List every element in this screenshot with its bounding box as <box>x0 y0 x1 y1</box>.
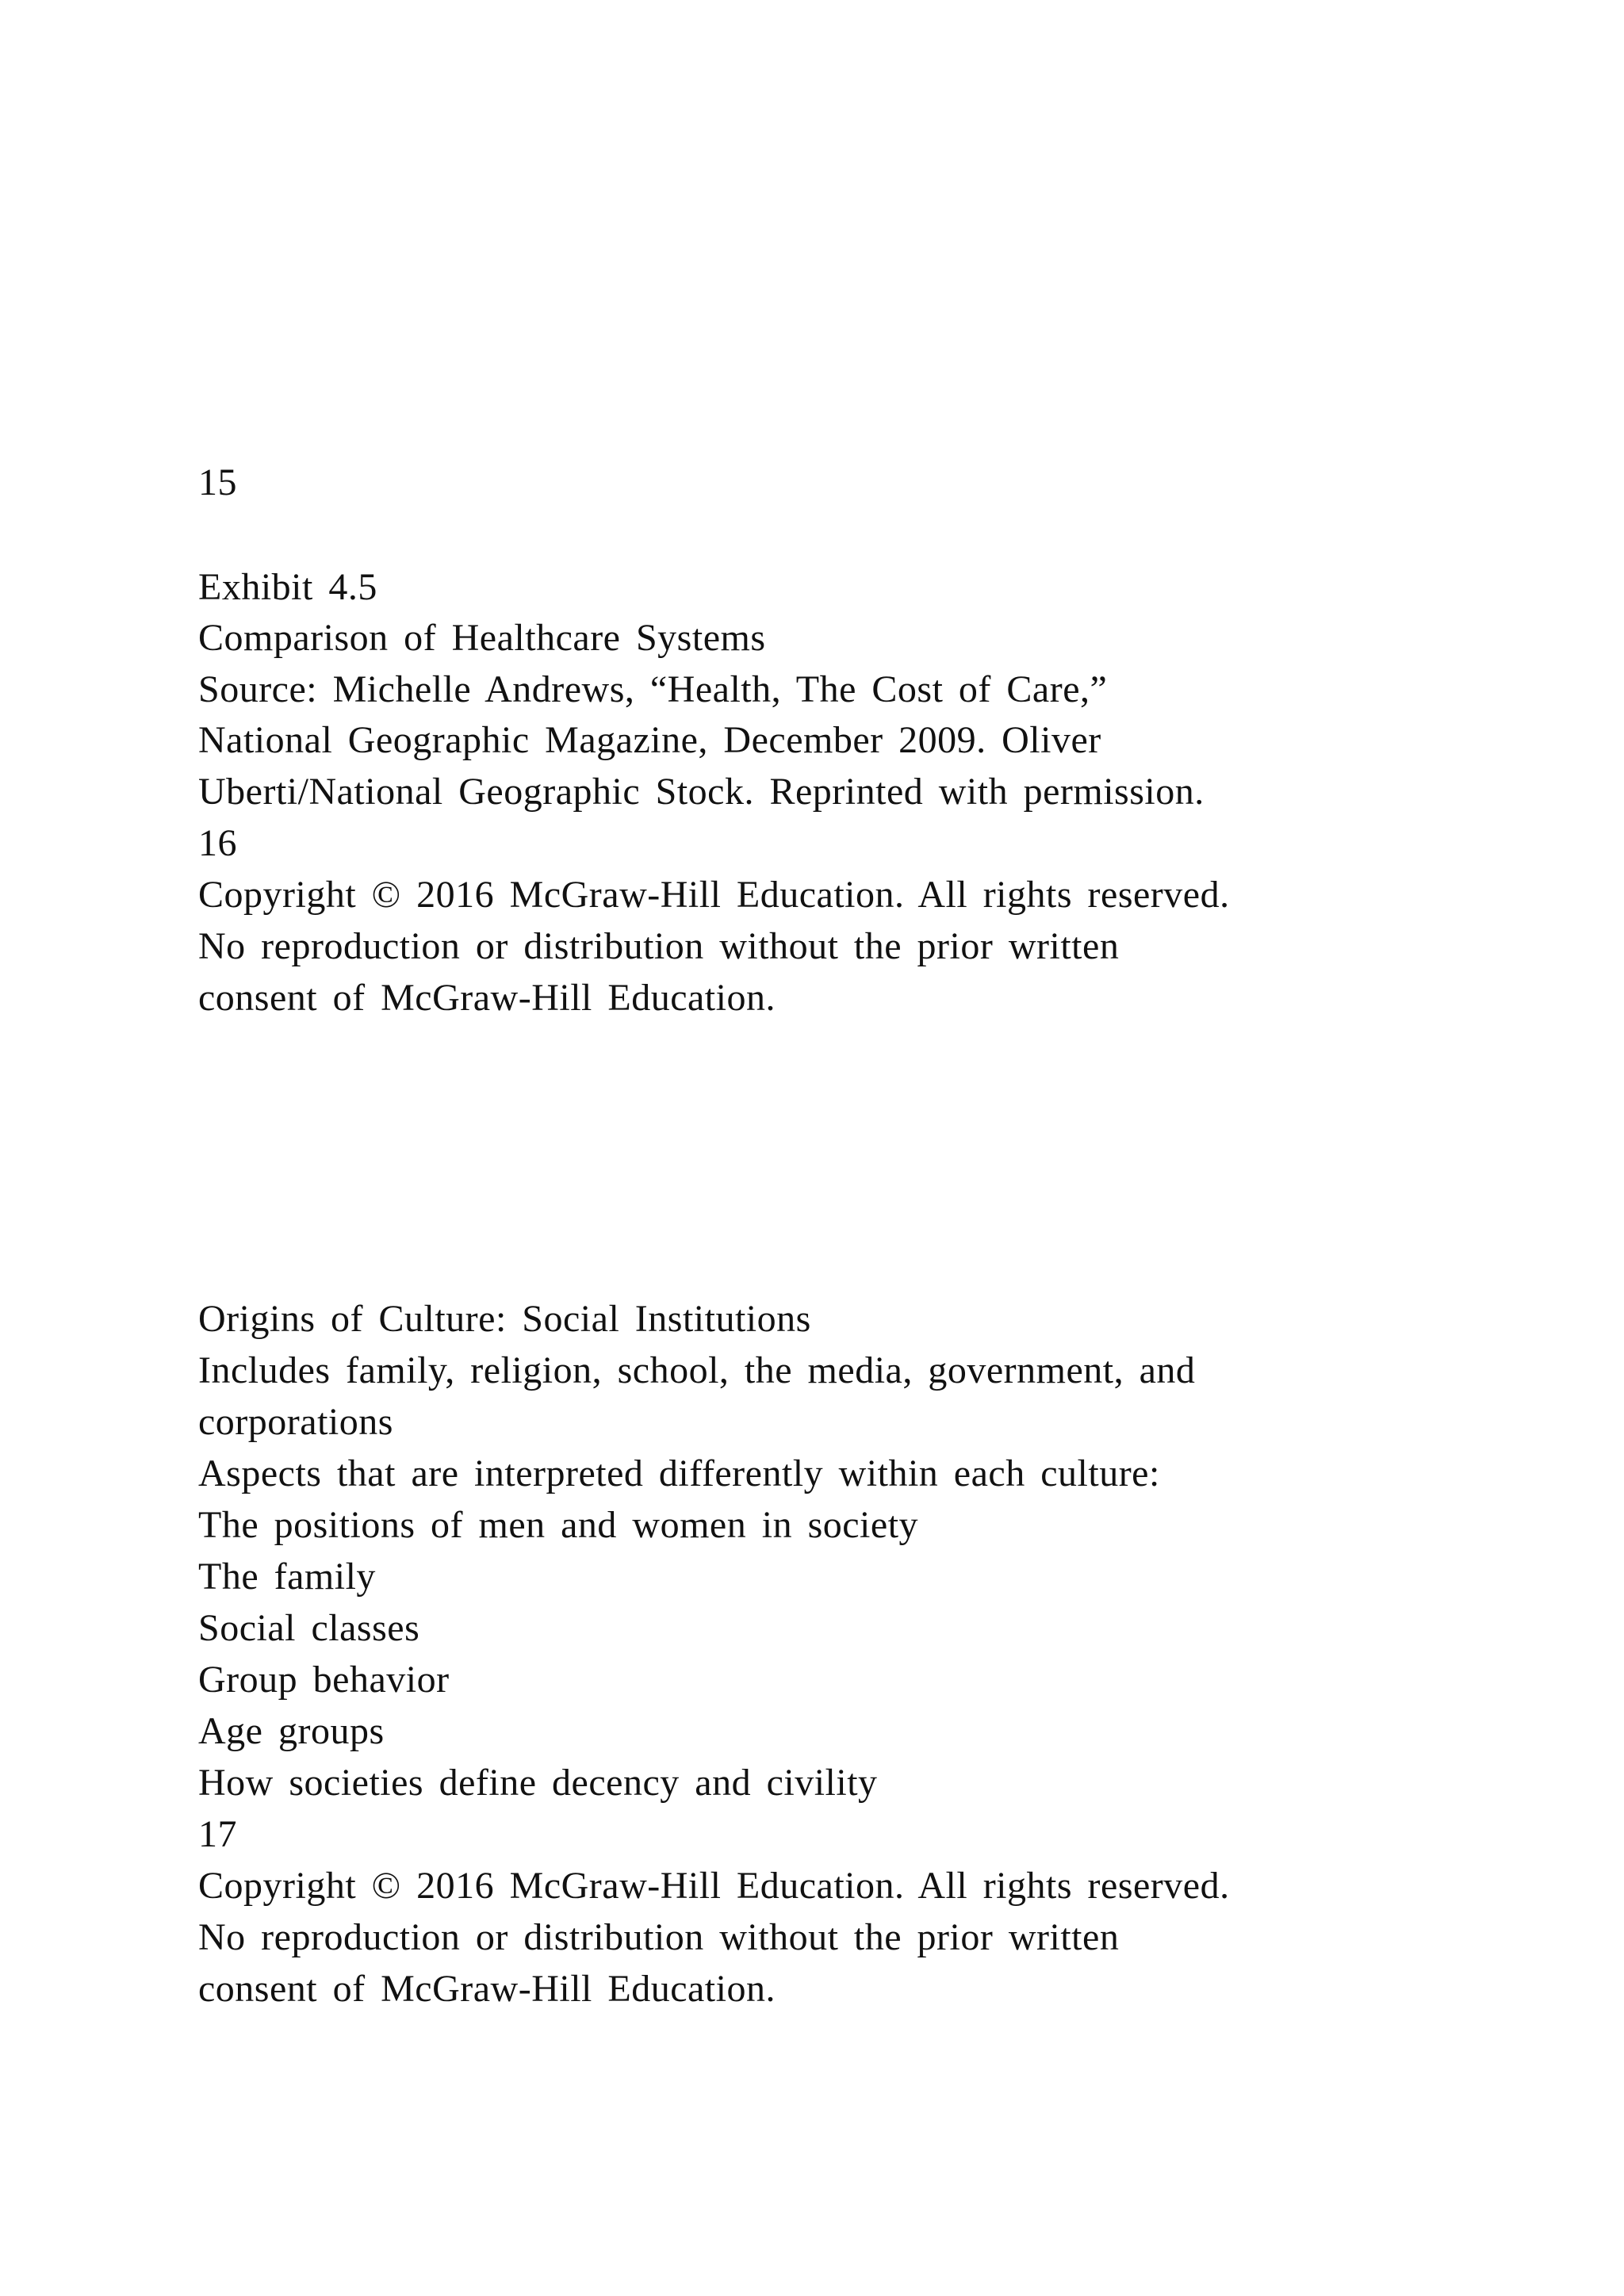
source-line-1: Source: Michelle Andrews, “Health, The Cost of Care,” <box>198 668 1108 710</box>
body-line: Includes family, religion, school, the media, government, and <box>198 1349 1196 1391</box>
list-item: The family <box>198 1556 376 1598</box>
page-number: 15 <box>198 461 237 503</box>
list-item: The positions of men and women in society <box>198 1504 919 1546</box>
list-item: Group behavior <box>198 1659 450 1701</box>
page-number: 17 <box>198 1813 237 1855</box>
body-line: Aspects that are interpreted differently within each culture: <box>198 1452 1160 1494</box>
source-line-3: Uberti/National Geographic Stock. Reprinted with permission. <box>198 771 1205 813</box>
copyright-line-3: consent of McGraw-Hill Education. <box>198 1968 776 2010</box>
list-item: How societies define decency and civility <box>198 1762 878 1804</box>
copyright-line-1: Copyright © 2016 McGraw-Hill Education. All rights reserved. <box>198 1865 1230 1907</box>
exhibit-title: Comparison of Healthcare Systems <box>198 617 766 659</box>
exhibit-label: Exhibit 4.5 <box>198 566 377 608</box>
copyright-line-2: No reproduction or distribution without the prior written <box>198 1916 1120 1958</box>
list-item: Age groups <box>198 1710 385 1752</box>
list-item: Social classes <box>198 1607 420 1649</box>
copyright-line-1: Copyright © 2016 McGraw-Hill Education. All rights reserved. <box>198 874 1230 916</box>
body-line: corporations <box>198 1401 393 1443</box>
section-heading: Origins of Culture: Social Institutions <box>198 1298 811 1340</box>
copyright-line-2: No reproduction or distribution without the prior written <box>198 925 1120 967</box>
source-line-2: National Geographic Magazine, December 2009. Oliver <box>198 719 1101 761</box>
copyright-line-3: consent of McGraw-Hill Education. <box>198 977 776 1019</box>
page-number: 16 <box>198 822 237 864</box>
